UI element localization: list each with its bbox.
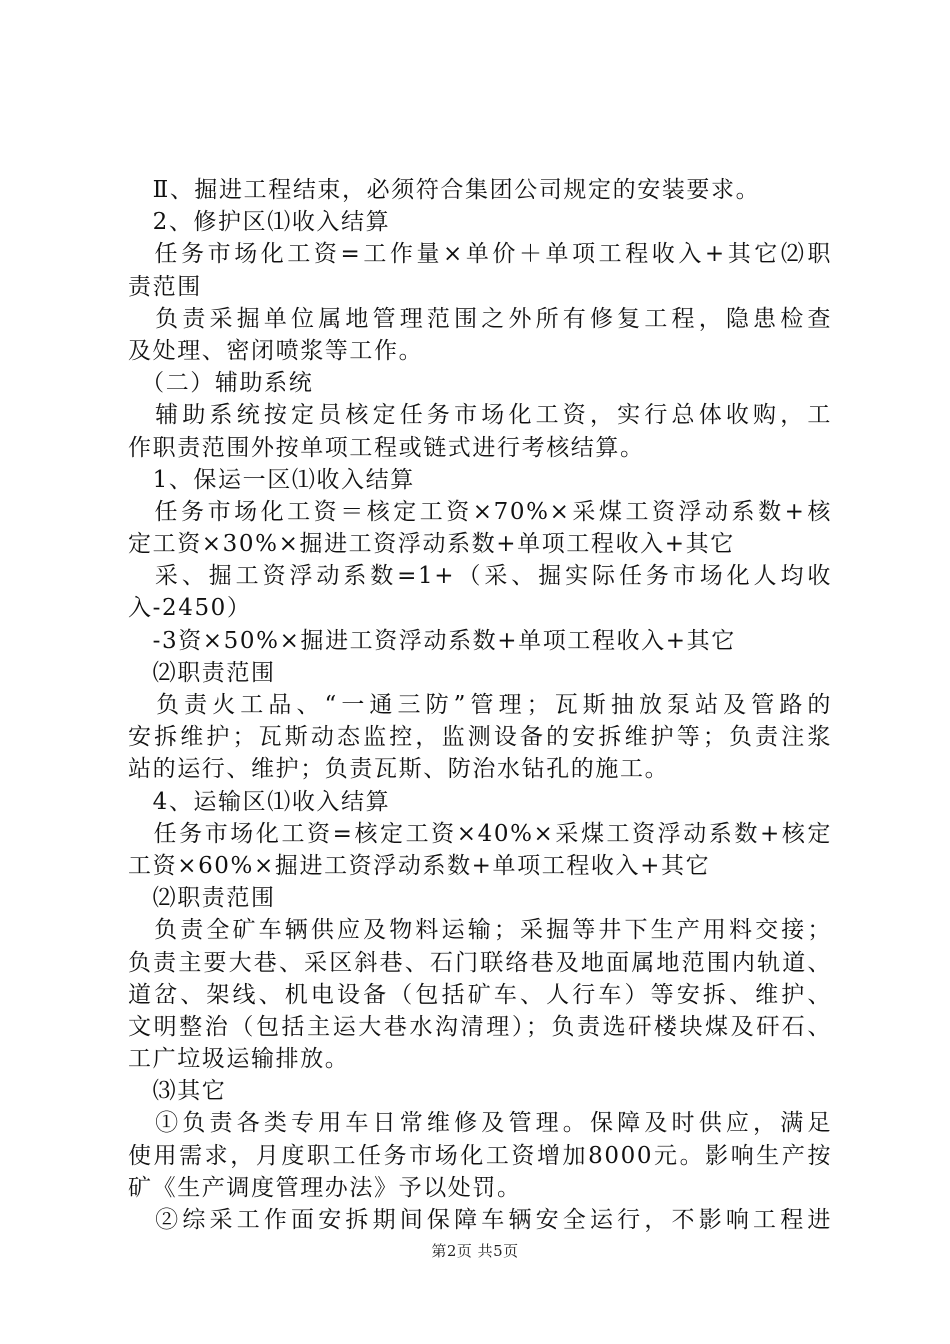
text-line: 4、运输区⑴收入结算 [128,788,391,815]
text-line: 责范围 [128,273,202,300]
text-line: （二）辅助系统 [128,370,314,397]
text-line: 入-2450） [128,595,252,622]
text-line: 任务市场化工资＝核定工资×70%×采煤工资浮动系数+核 [128,498,832,525]
text-line: 文明整治（包括主运大巷水沟清理）；负责选矸楼块煤及矸石、 [128,1013,832,1040]
text-line: 站的运行、维护；负责瓦斯、防治水钻孔的施工。 [128,756,670,783]
text-line: ⑶其它 [128,1078,227,1105]
text-line: 及处理、密闭喷浆等工作。 [128,337,424,364]
text-line: 工资×60%×掘进工资浮动系数+单项工程收入+其它 [128,852,711,879]
text-line: ②综采工作面安拆期间保障车辆安全运行，不影响工程进 [128,1207,832,1233]
text-line: ⑵职责范围 [128,659,276,686]
text-line: Ⅱ、掘进工程结束，必须符合集团公司规定的安装要求。 [128,177,761,203]
text-line: ①负责各类专用车日常维修及管理。保障及时供应，满足 [128,1110,832,1137]
text-line: 采、掘工资浮动系数=1+（采、掘实际任务市场化人均收 [128,563,832,590]
text-line: 辅助系统按定员核定任务市场化工资，实行总体收购，工 [128,402,832,429]
text-line: 任务市场化工资=工作量×单价＋单项工程收入+其它⑵职 [128,241,832,268]
text-line: 负责主要大巷、采区斜巷、石门联络巷及地面属地范围内轨道、 [128,949,832,976]
text-line: 2、修护区⑴收入结算 [128,209,391,236]
text-line: 使用需求，月度职工任务市场化工资增加8000元。影响生产按 [128,1142,832,1169]
text-line: 安拆维护；瓦斯动态监控，监测设备的安拆维护等；负责注浆 [128,724,832,751]
text-line: 负责火工品、“一通三防”管理；瓦斯抽放泵站及管路的 [128,692,832,718]
page-number-footer: 第2页 共5页 [431,1242,519,1260]
text-line: 任务市场化工资=核定工资×40%×采煤工资浮动系数+核定 [128,820,832,847]
text-line: 负责采掘单位属地管理范围之外所有修复工程，隐患检查 [128,305,832,332]
text-line: 定工资×30%×掘进工资浮动系数+单项工程收入+其它 [128,531,735,558]
text-line: 道岔、架线、机电设备（包括矿车、人行车）等安拆、维护、 [128,981,832,1008]
text-line: 作职责范围外按单项工程或链式进行考核结算。 [128,434,645,461]
text-line: -3资×50%×掘进工资浮动系数+单项工程收入+其它 [128,627,736,654]
document-body [128,174,832,1236]
text-line: 负责全矿车辆供应及物料运输；采掘等井下生产用料交接； [128,917,832,944]
text-line: ⑵职责范围 [128,885,276,912]
text-line: 1、保运一区⑴收入结算 [128,466,415,493]
text-line: 矿《生产调度管理办法》予以处罚。 [128,1174,522,1201]
text-line: 工广垃圾运输排放。 [128,1046,350,1073]
